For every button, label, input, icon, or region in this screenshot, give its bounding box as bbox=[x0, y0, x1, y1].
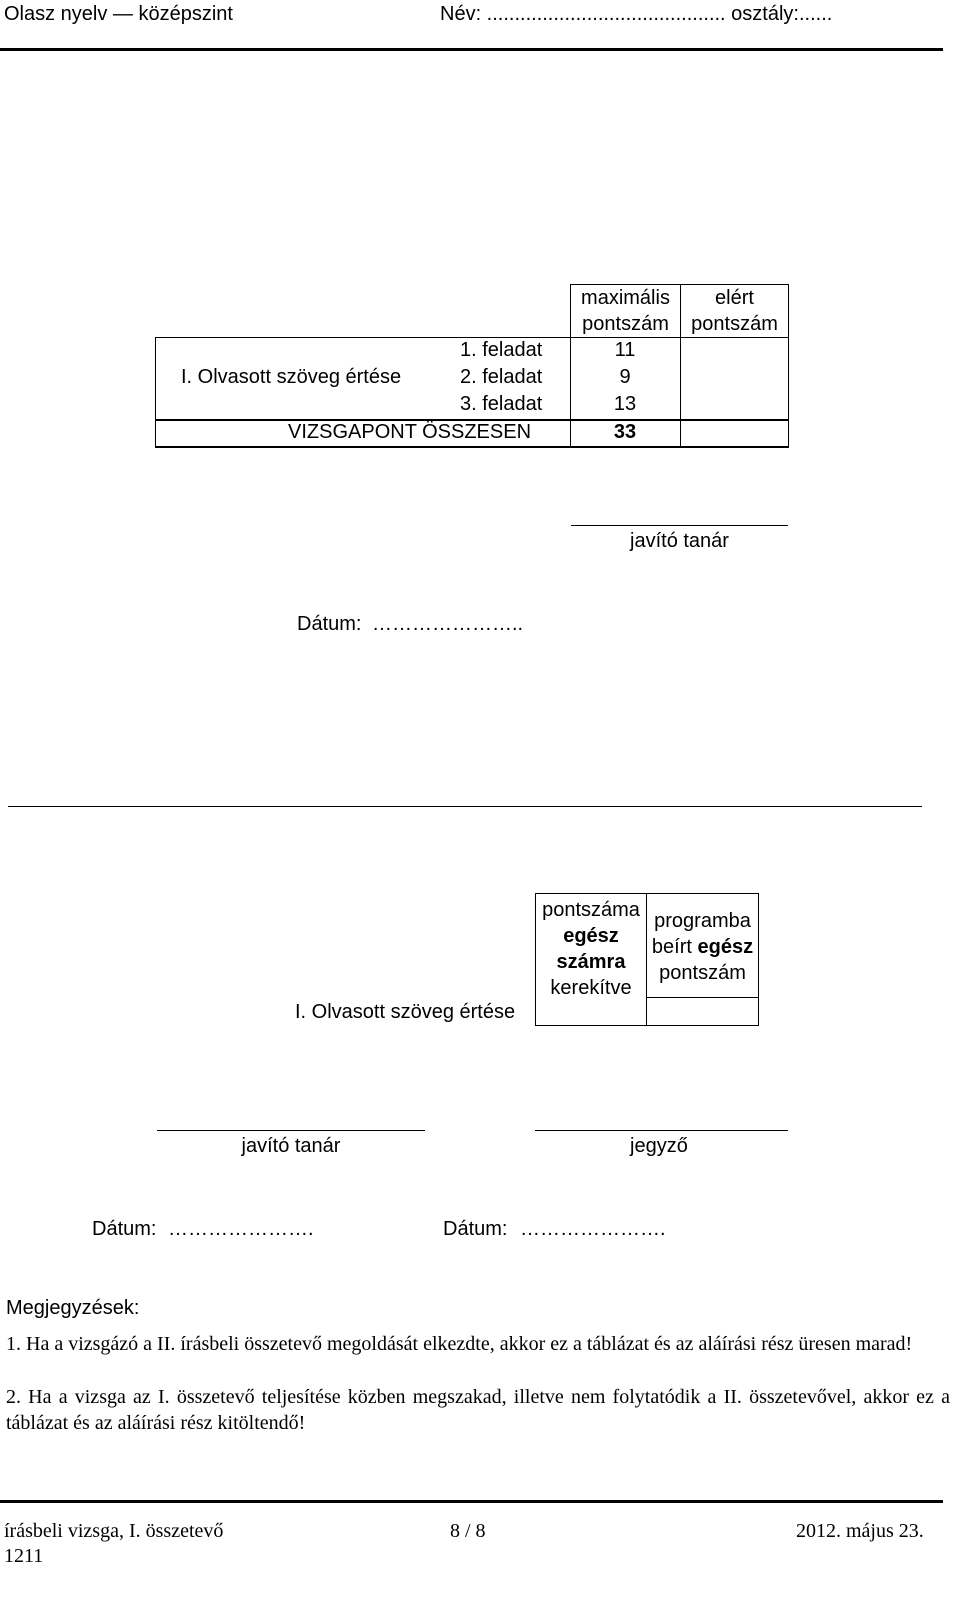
table2-entry-divider bbox=[646, 997, 759, 998]
notes-title: Megjegyzések: bbox=[6, 1297, 140, 1319]
rounded-header-line2: egész bbox=[563, 925, 619, 947]
program-header-line2-b: egész bbox=[697, 936, 754, 958]
task-label: 1. feladat bbox=[460, 339, 543, 361]
max-score-header-line1: maximális bbox=[581, 287, 670, 309]
note-item-2: 2. Ha a vizsga az I. összetevő teljesítése közben megszakad, illetve nem folytatódik a II. összetevővel, akkor ez a táblázat és az aláírási rész kitöltendő! bbox=[6, 1386, 950, 1434]
date-dots: ………………….. bbox=[372, 613, 524, 635]
signature-line-right bbox=[535, 1130, 788, 1131]
total-value: 33 bbox=[613, 421, 637, 443]
corrector-label: javító tanár bbox=[630, 530, 729, 552]
program-score-header bbox=[647, 908, 758, 986]
footer-page-number: 8 / 8 bbox=[450, 1520, 486, 1542]
signature-line-left bbox=[157, 1130, 425, 1131]
notary-label: jegyző bbox=[630, 1135, 688, 1157]
achieved-score-header-line1: elért bbox=[715, 287, 754, 309]
signature-line bbox=[571, 525, 788, 526]
rounded-score-header bbox=[536, 897, 646, 1001]
program-header-line1: programba bbox=[654, 910, 751, 932]
corrector-label: javító tanár bbox=[241, 1135, 341, 1157]
header-name-class: Név: ........................................... osztály:...... bbox=[440, 3, 833, 25]
table1-bottom-border bbox=[155, 446, 789, 448]
program-header-line2-a: beírt bbox=[651, 936, 698, 958]
table1-col-divider-achieved bbox=[680, 284, 681, 448]
task-max-score: 9 bbox=[619, 366, 631, 388]
task-max-score: 13 bbox=[613, 393, 637, 415]
date-label-right: Dátum: bbox=[443, 1218, 508, 1240]
table2-bottom-border bbox=[535, 1025, 759, 1026]
note-item-1: 1. Ha a vizsgázó a II. írásbeli összetevő megoldását elkezdte, akkor ez a táblázat és az aláírási rész üresen marad! bbox=[6, 1333, 913, 1355]
program-header-line2 bbox=[647, 934, 758, 960]
footer-date: 2012. május 23. bbox=[796, 1520, 924, 1542]
footer-rule bbox=[0, 1500, 943, 1503]
table1-left-border bbox=[155, 337, 156, 448]
table1-top-border bbox=[155, 337, 789, 338]
achieved-score-header-line2: pontszám bbox=[691, 313, 778, 335]
task-label: 2. feladat bbox=[460, 366, 543, 388]
task-label: 3. feladat bbox=[460, 393, 543, 415]
max-score-header-line2: pontszám bbox=[582, 313, 669, 335]
date-dots-left: …………………. bbox=[168, 1218, 314, 1240]
task-max-score: 11 bbox=[614, 339, 636, 361]
header-rule bbox=[0, 48, 943, 51]
achieved-score-header bbox=[680, 284, 789, 338]
max-score-header bbox=[570, 284, 680, 338]
table2-right-border bbox=[758, 893, 759, 1026]
table2-top-border bbox=[535, 893, 759, 894]
rounded-header-line4: kerekítve bbox=[550, 977, 632, 999]
footer-exam-label: írásbeli vizsga, I. összetevő bbox=[4, 1520, 224, 1542]
rounded-header-line1: pontszáma bbox=[542, 899, 640, 921]
date-label: Dátum: bbox=[297, 613, 362, 635]
footer-code: 1211 bbox=[4, 1545, 44, 1567]
rounded-header-line3: számra bbox=[556, 951, 626, 973]
header-subject: Olasz nyelv — középszint bbox=[4, 3, 233, 25]
program-header-line3: pontszám bbox=[659, 962, 746, 984]
table1-section-label: I. Olvasott szöveg értése bbox=[181, 366, 402, 388]
section-separator bbox=[8, 806, 922, 807]
total-label: VIZSGAPONT ÖSSZESEN bbox=[288, 421, 532, 443]
table1-right-border bbox=[788, 284, 789, 448]
table2-section-label: I. Olvasott szöveg értése bbox=[295, 1001, 516, 1023]
date-label-left: Dátum: bbox=[92, 1218, 157, 1240]
date-dots-right: …………………. bbox=[520, 1218, 666, 1240]
